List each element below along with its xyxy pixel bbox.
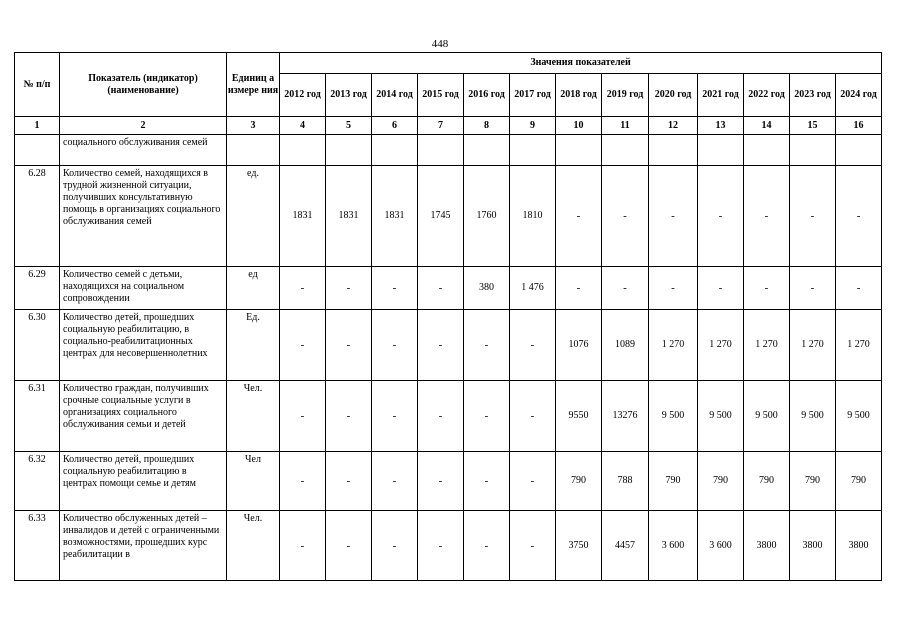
value-cell: - (602, 267, 649, 310)
unit-cell: ед. (227, 166, 280, 267)
header-year: 2022 год (744, 74, 790, 117)
value-cell: - (649, 267, 698, 310)
value-cell: 1810 (510, 166, 556, 267)
header-col-unit: Единиц а измере ния (227, 53, 280, 117)
value-cell: 1 476 (510, 267, 556, 310)
row-number: 6.30 (15, 310, 60, 381)
header-year: 2018 год (556, 74, 602, 117)
column-number: 1 (15, 117, 60, 135)
value-cell: - (510, 511, 556, 581)
value-cell (418, 135, 464, 166)
value-cell: - (280, 381, 326, 452)
value-cell (602, 135, 649, 166)
value-cell: 1 270 (649, 310, 698, 381)
value-cell (326, 135, 372, 166)
value-cell: 1831 (326, 166, 372, 267)
indicator-name: Количество обслуженных детей –инвалидов и детей с ограниченными возможностями, прошедших курс реабилитации в (60, 511, 227, 581)
header-year: 2020 год (649, 74, 698, 117)
header-year: 2015 год (418, 74, 464, 117)
value-cell: 790 (790, 452, 836, 511)
value-cell: 1760 (464, 166, 510, 267)
row-number: 6.29 (15, 267, 60, 310)
row-number: 6.32 (15, 452, 60, 511)
table-body (15, 135, 882, 581)
value-cell: - (418, 452, 464, 511)
value-cell: - (280, 310, 326, 381)
value-cell: 790 (698, 452, 744, 511)
value-cell (790, 135, 836, 166)
value-cell: 1089 (602, 310, 649, 381)
value-cell (372, 135, 418, 166)
value-cell: 9 500 (744, 381, 790, 452)
indicator-name: социального обслуживания семей (60, 135, 227, 166)
column-number: 7 (418, 117, 464, 135)
value-cell: 4457 (602, 511, 649, 581)
column-number: 4 (280, 117, 326, 135)
table-row (15, 452, 882, 511)
row-number: 6.28 (15, 166, 60, 267)
value-cell: - (372, 310, 418, 381)
table-row (15, 310, 882, 381)
table-row (15, 381, 882, 452)
unit-cell: Ед. (227, 310, 280, 381)
value-cell (698, 135, 744, 166)
value-cell: 3750 (556, 511, 602, 581)
value-cell: - (649, 166, 698, 267)
value-cell: 790 (836, 452, 882, 511)
column-number: 12 (649, 117, 698, 135)
column-number: 5 (326, 117, 372, 135)
value-cell: - (698, 267, 744, 310)
value-cell: - (372, 452, 418, 511)
header-year: 2014 год (372, 74, 418, 117)
value-cell (280, 135, 326, 166)
value-cell (836, 135, 882, 166)
value-cell: 3800 (836, 511, 882, 581)
column-number: 13 (698, 117, 744, 135)
value-cell: 9550 (556, 381, 602, 452)
value-cell: - (464, 452, 510, 511)
column-number: 10 (556, 117, 602, 135)
column-number: 14 (744, 117, 790, 135)
value-cell: 9 500 (698, 381, 744, 452)
row-number: 6.33 (15, 511, 60, 581)
value-cell: - (326, 310, 372, 381)
unit-cell (227, 135, 280, 166)
value-cell: 1 270 (836, 310, 882, 381)
row-number (15, 135, 60, 166)
value-cell: 1 270 (790, 310, 836, 381)
value-cell: 790 (556, 452, 602, 511)
column-number: 11 (602, 117, 649, 135)
value-cell (464, 135, 510, 166)
table-row (15, 267, 882, 310)
indicator-name: Количество детей, прошедших социальную реабилитацию, в социально-реабилитационных центрах для несовершеннолетних (60, 310, 227, 381)
value-cell: - (326, 452, 372, 511)
value-cell: - (744, 267, 790, 310)
value-cell: 1831 (280, 166, 326, 267)
value-cell: - (556, 166, 602, 267)
value-cell: - (464, 381, 510, 452)
header-year: 2019 год (602, 74, 649, 117)
value-cell: - (836, 267, 882, 310)
header-year: 2023 год (790, 74, 836, 117)
table-header (15, 53, 882, 135)
value-cell: - (790, 267, 836, 310)
value-cell: 3800 (744, 511, 790, 581)
value-cell (556, 135, 602, 166)
value-cell: - (418, 511, 464, 581)
header-year: 2012 год (280, 74, 326, 117)
value-cell: - (326, 267, 372, 310)
value-cell: - (510, 381, 556, 452)
header-year: 2024 год (836, 74, 882, 117)
unit-cell: Чел. (227, 511, 280, 581)
value-cell: 1 270 (698, 310, 744, 381)
value-cell: 380 (464, 267, 510, 310)
value-cell: - (510, 452, 556, 511)
value-cell: - (602, 166, 649, 267)
value-cell: - (280, 452, 326, 511)
value-cell: 790 (649, 452, 698, 511)
value-cell (649, 135, 698, 166)
value-cell: - (836, 166, 882, 267)
header-year: 2021 год (698, 74, 744, 117)
value-cell: 3 600 (649, 511, 698, 581)
value-cell: - (698, 166, 744, 267)
column-number: 8 (464, 117, 510, 135)
value-cell: 1 270 (744, 310, 790, 381)
value-cell: - (372, 267, 418, 310)
value-cell: - (326, 511, 372, 581)
row-number: 6.31 (15, 381, 60, 452)
value-cell: - (418, 381, 464, 452)
value-cell: - (464, 511, 510, 581)
table-row (15, 135, 882, 166)
header-year: 2016 год (464, 74, 510, 117)
header-col-indicator: Показатель (индикатор) (наименование) (60, 53, 227, 117)
indicator-name: Количество семей, находящихся в трудной жизненной ситуации, получивших консультативную помощь в организациях социального обслуживания семей (60, 166, 227, 267)
indicator-name: Количество детей, прошедших социальную реабилитацию в центрах помощи семье и детям (60, 452, 227, 511)
value-cell: - (326, 381, 372, 452)
value-cell: - (418, 267, 464, 310)
table-row (15, 166, 882, 267)
value-cell: - (510, 310, 556, 381)
column-number: 3 (227, 117, 280, 135)
value-cell: - (372, 511, 418, 581)
column-number: 16 (836, 117, 882, 135)
unit-cell: ед (227, 267, 280, 310)
column-number: 9 (510, 117, 556, 135)
header-year: 2013 год (326, 74, 372, 117)
value-cell: 790 (744, 452, 790, 511)
value-cell: 9 500 (790, 381, 836, 452)
value-cell: 3800 (790, 511, 836, 581)
value-cell (744, 135, 790, 166)
column-number: 6 (372, 117, 418, 135)
indicator-name: Количество семей с детьми, находящихся на социальном сопровождении (60, 267, 227, 310)
value-cell: 13276 (602, 381, 649, 452)
column-number: 2 (60, 117, 227, 135)
unit-cell: Чел. (227, 381, 280, 452)
value-cell: - (790, 166, 836, 267)
value-cell: - (744, 166, 790, 267)
value-cell: 3 600 (698, 511, 744, 581)
value-cell: 1831 (372, 166, 418, 267)
indicators-table (14, 52, 882, 581)
value-cell (510, 135, 556, 166)
value-cell: - (556, 267, 602, 310)
value-cell: 1076 (556, 310, 602, 381)
table-row (15, 511, 882, 581)
value-cell: - (464, 310, 510, 381)
value-cell: 9 500 (649, 381, 698, 452)
value-cell: - (280, 267, 326, 310)
value-cell: - (280, 511, 326, 581)
header-year: 2017 год (510, 74, 556, 117)
unit-cell: Чел (227, 452, 280, 511)
value-cell: 1745 (418, 166, 464, 267)
value-cell: 9 500 (836, 381, 882, 452)
page-number: 448 (431, 38, 449, 50)
header-values-group: Значения показателей (280, 53, 882, 74)
value-cell: - (418, 310, 464, 381)
column-number: 15 (790, 117, 836, 135)
value-cell: - (372, 381, 418, 452)
header-col-number: № п/п (15, 53, 60, 117)
indicator-name: Количество граждан, получивших срочные социальные услуги в организациях социального обслуживания семьи и детей (60, 381, 227, 452)
value-cell: 788 (602, 452, 649, 511)
